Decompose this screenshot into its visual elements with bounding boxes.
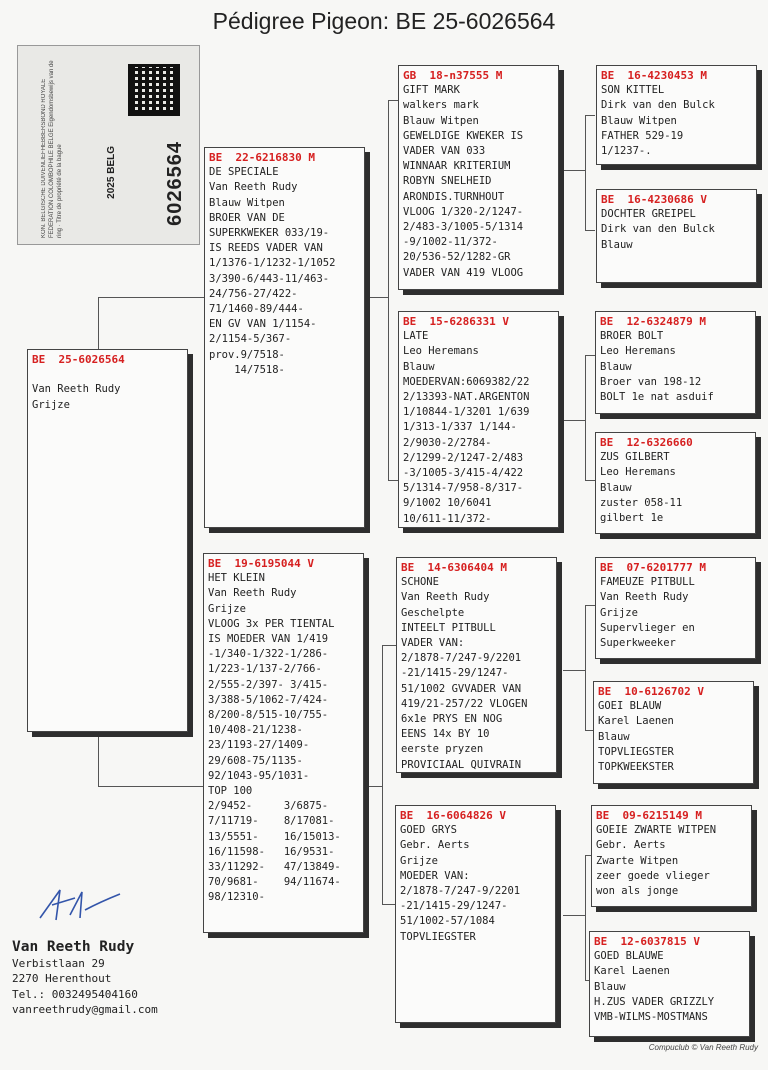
pigeon-info-line: 2/555-2/397- 3/415- — [208, 678, 329, 691]
pigeon-info-line: Blauw — [403, 360, 435, 373]
connector — [388, 480, 398, 481]
pigeon-info-line: Blauw Witpen — [403, 114, 479, 127]
pigeon-info-line: 1/10844-1/3201 1/639 — [403, 406, 530, 419]
ring-number: BE 09-6215149 M — [596, 809, 702, 822]
pigeon-info-line: 1/1237-. — [601, 145, 652, 158]
connector — [585, 115, 595, 116]
pigeon-info-line: HET KLEIN — [208, 572, 265, 585]
connector — [388, 100, 389, 481]
pigeon-info-line: Broer van 198-12 — [600, 375, 702, 388]
pigeon-info-line: -3/1005-3/415-4/422 — [403, 467, 524, 480]
pigeon-info-line: 10/408-21/1238- — [208, 724, 303, 737]
pigeon-info-line: DE SPECIALE — [209, 166, 279, 179]
connector — [563, 170, 585, 171]
pigeon-info-line: VADER VAN: — [401, 637, 465, 650]
owner-street: Verbistlaan 29 — [12, 956, 105, 970]
qr-code-icon — [128, 64, 180, 116]
pigeon-info-line: VMB-WILMS-MOSTMANS — [594, 1011, 708, 1024]
pigeon-info-line: GOEI BLAUW — [598, 700, 662, 713]
pigeon-info-line: Grijze — [600, 606, 638, 619]
ring-number: BE 07-6201777 M — [600, 561, 706, 574]
connector — [563, 670, 585, 671]
pigeon-info-line: Karel Laenen — [594, 965, 670, 978]
pigeon-info-line: 16/11598- 16/9531- — [208, 845, 335, 858]
pigeon-info-line: Dirk van den Bulck — [601, 223, 715, 236]
pigeon-info-line: TOPVLIEGSTER — [400, 930, 476, 943]
pigeon-box-dam-dam — [395, 805, 556, 1023]
pigeon-box-dss — [595, 557, 756, 659]
ring-number: BE 12-6037815 V — [594, 935, 700, 948]
pigeon-info-line: 92/1043-95/1031- — [208, 769, 310, 782]
pigeon-box-dam-sire — [396, 557, 557, 773]
pigeon-info-line: 1/1376-1/1232-1/1052 — [209, 257, 336, 270]
connector — [585, 115, 586, 230]
pigeon-info-line: VADER VAN 419 VLOOG — [403, 266, 524, 279]
connector — [382, 645, 383, 905]
pigeon-info-line: SCHONE — [401, 576, 439, 589]
pigeon-info-line: GOED BLAUWE — [594, 950, 664, 963]
pigeon-info-line: -1/340-1/322-1/286- — [208, 648, 329, 661]
pigeon-info-line: Van Reeth Rudy — [208, 587, 297, 600]
pigeon-info-line: PROVICIAAL QUIVRAIN — [401, 758, 522, 771]
pigeon-info-line: 24/756-27/422- — [209, 287, 298, 300]
page-title: Pédigree Pigeon: BE 25-6026564 — [212, 8, 556, 34]
pigeon-box-sire — [204, 147, 365, 528]
pigeon-info-line: MOEDER VAN: — [400, 869, 470, 882]
owner-city: 2270 Herenthout — [12, 972, 112, 985]
pigeon-info-line: LATE — [403, 330, 429, 343]
pigeon-info-line: GOEIE ZWARTE WITPEN — [596, 824, 717, 837]
pigeon-info-line: -21/1415-29/1247- — [401, 667, 509, 680]
pigeon-info-line: 71/1460-89/444- — [209, 303, 304, 316]
pigeon-info-line: 98/12310- — [208, 891, 265, 904]
pigeon-info-line: zeer goede vlieger — [596, 869, 710, 882]
pigeon-info-line: 1/313-1/337 1/144- — [403, 421, 517, 434]
owner-phone: Tel.: 0032495404160 — [12, 987, 138, 1001]
connector — [98, 786, 205, 787]
pigeon-info-line: -9/1002-11/372- — [403, 236, 498, 249]
pigeon-info-line: TOPVLIEGSTER — [598, 745, 674, 758]
signature-icon — [30, 880, 130, 930]
pigeon-info-line: Leo Heremans — [600, 466, 676, 479]
pigeon-info-line: Blauw — [601, 238, 633, 251]
pigeon-box-sss — [596, 65, 757, 165]
pigeon-info-line: prov.9/7518- — [209, 348, 285, 361]
pigeon-info-line: Supervlieger en — [600, 621, 695, 634]
pigeon-info-line: 14/7518- — [209, 363, 285, 376]
pigeon-info-line: Zwarte Witpen — [596, 854, 679, 867]
pigeon-info-line: 2/13393-NAT.ARGENTON — [403, 391, 530, 404]
pigeon-info-line: BROER VAN DE — [209, 211, 285, 224]
pigeon-info-line: 70/9681- 94/11674- — [208, 876, 341, 889]
ring-number: BE 12-6326660 — [600, 436, 693, 449]
ring-number: BE 12-6324879 M — [600, 315, 706, 328]
pigeon-info-line: BROER BOLT — [600, 330, 664, 343]
pigeon-info-line: IS REEDS VADER VAN — [209, 242, 323, 255]
ring-number: BE 16-6064826 V — [400, 809, 506, 822]
pigeon-info-line: EN GV VAN 1/1154- — [209, 318, 317, 331]
pigeon-info-line: 13/5551- 16/15013- — [208, 830, 341, 843]
pigeon-box-sire-sire — [398, 65, 559, 290]
pigeon-info-line: TOP 100 — [208, 785, 253, 798]
ring-number: BE 15-6286331 V — [403, 315, 509, 328]
pigeon-info-line: 2/483-3/1005-5/1314 — [403, 221, 524, 234]
pigeon-info-line: 1/223-1/137-2/766- — [208, 663, 322, 676]
pigeon-info-line: zuster 058-11 — [600, 496, 683, 509]
pigeon-info-line: won als jonge — [596, 885, 679, 898]
pigeon-info-line: 2/1299-2/1247-2/483 — [403, 451, 524, 464]
pigeon-info-line: 51/1002 GVVADER VAN — [401, 682, 522, 695]
connector — [98, 297, 205, 298]
pigeon-info-line: GEWELDIGE KWEKER IS — [403, 129, 524, 142]
connector — [368, 297, 388, 298]
pigeon-info-line: VLOOG 3x PER TIENTAL — [208, 617, 335, 630]
pigeon-info-line: DOCHTER GREIPEL — [601, 208, 696, 221]
pigeon-info-line: INTEELT PITBULL — [401, 621, 496, 634]
ring-card-year: 2025 BELG — [106, 146, 117, 199]
connector — [365, 786, 382, 787]
pigeon-info-line: MOEDERVAN:6069382/22 — [403, 375, 530, 388]
ring-number: BE 25-6026564 — [32, 353, 125, 366]
pigeon-box-subject — [27, 349, 188, 732]
pigeon-info-line: 3/390-6/443-11/463- — [209, 272, 330, 285]
pigeon-info-line: 5/1314-7/958-8/317- — [403, 482, 524, 495]
pigeon-info-line: ROBYN SNELHEID — [403, 175, 492, 188]
pigeon-info-line: Blauw — [594, 980, 626, 993]
pigeon-info-line: 9/1002 10/6041 — [403, 497, 492, 510]
pigeon-info-line: 29/608-75/1135- — [208, 754, 303, 767]
owner-name: Van Reeth Rudy — [12, 939, 135, 955]
pigeon-info-line: 2/1878-7/247-9/2201 — [400, 885, 521, 898]
pigeon-box-sds — [595, 311, 756, 414]
pigeon-info-line: Dirk van den Bulck — [601, 99, 715, 112]
ring-number: BE 14-6306404 M — [401, 561, 507, 574]
pigeon-info-line: FAMEUZE PITBULL — [600, 576, 695, 589]
pigeon-info-line: gilbert 1e — [600, 512, 664, 525]
ring-number: BE 19-6195044 V — [208, 557, 314, 570]
ring-number: BE 10-6126702 V — [598, 685, 704, 698]
pigeon-info-line: Leo Heremans — [600, 345, 676, 358]
ring-card — [17, 45, 200, 245]
pigeon-info-line: Blauw — [600, 360, 632, 373]
pigeon-box-dam — [203, 553, 364, 933]
pigeon-info-line: -21/1415-29/1247- — [400, 900, 508, 913]
connector — [585, 355, 595, 356]
pigeon-info-line: Grijze — [208, 602, 246, 615]
pigeon-info-line: walkers mark — [403, 99, 479, 112]
pigeon-info-line: FATHER 529-19 — [601, 129, 684, 142]
pigeon-info-line: 10/611-11/372- — [403, 512, 492, 525]
pigeon-info-line: ZUS GILBERT — [600, 451, 670, 464]
pigeon-info-line: Blauw Witpen — [209, 196, 285, 209]
pigeon-info-line: Grijze — [400, 854, 438, 867]
pigeon-info-line: 33/11292- 47/13849- — [208, 861, 341, 874]
ring-card-number: 6026564 — [164, 141, 186, 226]
pigeon-info-line: 23/1193-27/1409- — [208, 739, 310, 752]
pigeon-info-line: Leo Heremans — [403, 345, 479, 358]
pigeon-info-line: Grijze — [32, 398, 70, 411]
pigeon-info-line: 2/9030-2/2784- — [403, 436, 492, 449]
pigeon-info-line: BOLT 1e nat asduif — [600, 391, 714, 404]
connector — [585, 605, 595, 606]
pigeon-box-ddd — [589, 931, 750, 1037]
pigeon-box-ssd — [596, 189, 757, 283]
pigeon-info-line: VLOOG 1/320-2/1247- — [403, 205, 524, 218]
pigeon-info-line: Van Reeth Rudy — [401, 591, 490, 604]
pigeon-info-line: Superkweeker — [600, 637, 676, 650]
connector — [563, 915, 585, 916]
pigeon-info-line: 20/536-52/1282-GR — [403, 251, 511, 264]
pigeon-info-line: 2/1878-7/247-9/2201 — [401, 652, 522, 665]
connector — [585, 855, 586, 980]
ring-number: GB 18-n37555 M — [403, 69, 503, 82]
pigeon-info-line: Blauw Witpen — [601, 114, 677, 127]
pigeon-info-line: 8/200-8/515-10/755- — [208, 709, 329, 722]
footer-credit: Compuclub © Van Reeth Rudy — [648, 1043, 758, 1052]
pigeon-box-sdd — [595, 432, 756, 534]
pigeon-info-line: 51/1002-57/1084 — [400, 915, 495, 928]
connector — [585, 355, 586, 480]
pigeon-info-line: Van Reeth Rudy — [209, 181, 298, 194]
ring-number: BE 22-6216830 M — [209, 151, 315, 164]
pigeon-info-line: Blauw — [600, 481, 632, 494]
pigeon-info-line — [32, 367, 183, 382]
pigeon-box-sire-dam — [398, 311, 559, 528]
pigeon-info-line: Van Reeth Rudy — [600, 591, 689, 604]
ring-number: BE 16-4230453 M — [601, 69, 707, 82]
connector — [585, 480, 595, 481]
owner-block — [12, 940, 158, 1018]
pigeon-info-line: Van Reeth Rudy — [32, 383, 121, 396]
connector — [563, 420, 585, 421]
pigeon-box-dsd — [593, 681, 754, 784]
ring-number: BE 16-4230686 V — [601, 193, 707, 206]
pigeon-info-line: Gebr. Aerts — [596, 839, 666, 852]
pigeon-info-line: Geschelpte — [401, 606, 465, 619]
pigeon-info-line: WINNAAR KRITERIUM — [403, 160, 511, 173]
pigeon-box-dds — [591, 805, 752, 907]
pigeon-info-line: Gebr. Aerts — [400, 839, 470, 852]
connector — [585, 605, 586, 730]
pigeon-info-line: 3/388-5/1062-7/424- — [208, 693, 329, 706]
connector — [388, 100, 398, 101]
pigeon-info-line: SON KITTEL — [601, 84, 665, 97]
pigeon-info-line: 7/11719- 8/17081- — [208, 815, 335, 828]
pigeon-info-line: ARONDIS.TURNHOUT — [403, 190, 505, 203]
pigeon-info-line: SUPERKWEKER 033/19- — [209, 227, 330, 240]
pigeon-info-line: TOPKWEEKSTER — [598, 761, 674, 774]
pigeon-info-line: eerste pryzen — [401, 743, 484, 756]
connector — [585, 230, 595, 231]
pigeon-info-line: 2/9452- 3/6875- — [208, 800, 329, 813]
pigeon-info-line: H.ZUS VADER GRIZZLY — [594, 995, 715, 1008]
pigeon-info-line: 2/1154-5/367- — [209, 333, 292, 346]
pigeon-info-line: GIFT MARK — [403, 84, 460, 97]
pigeon-info-line: 419/21-257/22 VLOGEN — [401, 697, 528, 710]
pigeon-info-line: Blauw — [598, 730, 630, 743]
pigeon-info-line: GOED GRYS — [400, 824, 457, 837]
pigeon-info-line: VADER VAN 033 — [403, 145, 486, 158]
owner-email: vanreethrudy@gmail.com — [12, 1003, 158, 1016]
pigeon-info-line: IS MOEDER VAN 1/419 — [208, 633, 329, 646]
pigeon-info-line: Karel Laenen — [598, 715, 674, 728]
pigeon-info-line: 6x1e PRYS EN NOG — [401, 713, 503, 726]
pigeon-info-line: EENS 14x BY 10 — [401, 728, 490, 741]
ring-card-text: KON. BELGISCHE DUIVENLIEFHEBBERSBOND ROYALE FEDERATION COLOMBOPHILE BELGE Eigendomsbewijs van de ring · Titre de propriété de la bague — [41, 60, 63, 238]
